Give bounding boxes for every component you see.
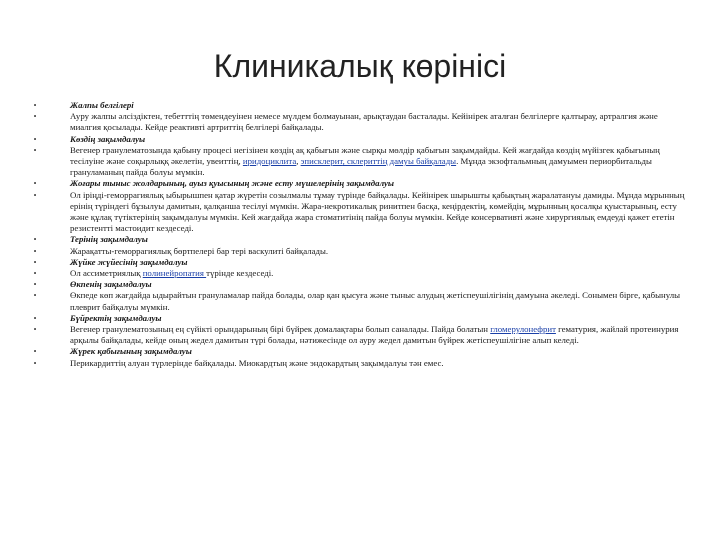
body-text: Перикардиттің алуан түрлерінде байқалады. Миокардтың және эндокардтың зақымдалуы тән емес. [70,357,444,368]
body-text: Ауру жалпы әлсіздіктен, тебетттің төмендеуінен немесе мүлдем болмауынан, арықтаудан басталады. Кейінірек аталған белгілерге қалтырау, артралгия және миалгия қосылады. Кейде реактивті артриттің белгілері байқалады. [70,111,658,133]
body-text: Өкпеде көп жағдайда ыдырайтын грануламалар пайда болады, олар қан қысуға және тыныс алудың жетіспеушілігінің дамуына әкеледі. Сонымен бірге, қабынулы плеврит байқалуы мүмкін. [70,290,681,312]
heading-text: Жүйке жүйесінің зақымдалуы [70,256,188,267]
bullet-icon: • [33,347,37,357]
section-text [28,246,690,257]
section-text [28,324,690,346]
body-text: Ол іріңді-геморрагиялық ыбырышпен қатар жүретін созылмалы тұмау түрінде байқалады. Кейінірек шырышты қабықтың жаралатануы дамиды. Мұнда мұрынның ерінің түріндегі бұзылуы дамитын, қалқанша тесілуі мүмкін. Жара-некротикалық ринитпен басқа, кеңірдектің, көмейдің, мұрынның қосалқы қуыстарының, есту және құлақ түтіктерінің зақымдалуы мүмкін. Кей жағдайда жара стоматитінің пайда болуы мүмкін. Кейде консервативті және хирургиялық емдеуді қажет ететін резистентті мастоидит кездеседі. [70,189,685,234]
section-text [28,190,690,235]
section-heading [28,100,690,111]
body-text: гематурия, жайлай протеинурия арқылы байқалады, кейде оның жедел дамитын түрі болады, нәтижесінде ол ауру жедел дамитын бүйрек жетіспеушілігіне алып келеді. [70,324,679,346]
section-text [28,358,690,369]
body-text: Ол ассиметриялық [70,268,143,279]
body-text: Жарақатты-геморрагиялық бөртпелері бар тері васкулиті байқалады. [70,245,329,256]
bullet-icon: • [33,179,37,189]
bullet-icon: • [33,291,37,301]
section-heading [28,178,690,189]
term-link[interactable]: эписклерит [300,156,343,167]
bullet-icon: • [33,190,37,200]
section-text [28,111,690,133]
heading-text: Өкпенің зақымдалуы [70,279,152,290]
section-heading [28,134,690,145]
section-text [28,268,690,279]
heading-text: Көздің зақымдалуы [70,133,146,144]
section-heading [28,279,690,290]
bullet-icon: • [33,235,37,245]
heading-text: Бүйректің зақымдалуы [70,312,162,323]
heading-text: Терінің зақымдалуы [70,234,148,245]
bullet-icon: • [33,358,37,368]
body-text: , [296,156,301,167]
section-text [28,145,690,179]
section-heading [28,346,690,357]
section-text [28,290,690,312]
bullet-icon: • [33,145,37,155]
heading-text: Жоғары тыныс жолдарының, ауыз қуысының және есту мүшелерінің зақымдалуы [70,178,394,189]
section-heading [28,313,690,324]
body-text: Вегенер гранулематозының ең сүйікті орындарының бірі бүйрек домалақтары болып саналады. Пайда болатын [70,324,491,335]
section-heading [28,234,690,245]
bullet-icon: • [33,280,37,290]
heading-text: Жүрек қабығының зақымдалуы [70,346,192,357]
term-link[interactable]: полинейропатия [142,268,207,279]
bullet-icon: • [33,257,37,267]
bullet-icon: • [33,325,37,335]
bullet-icon: • [33,313,37,323]
bullet-icon: • [33,112,37,122]
section-heading [28,257,690,268]
bullet-icon: • [33,101,37,110]
body-text: . Мұнда экзофтальмның дамуымен периорбитальды грануламаның пайда болуы мүмкін. [70,156,652,178]
term-link[interactable]: , склериттің дамуы байқалады [342,156,457,167]
slide-title: Клиникалық көрінісі [213,48,507,84]
bullet-icon: • [33,269,37,279]
term-link[interactable]: гломерулонефрит [490,324,556,335]
bullet-icon: • [33,134,37,144]
content-list [28,100,690,369]
bullet-icon: • [33,246,37,256]
body-text: түрінде кездеседі. [206,268,274,279]
term-link[interactable]: иридоциклита [242,156,297,167]
heading-text: Жалпы белгілері [70,100,134,110]
body-text: Вегенер гранулематозында қабыну процесі негізінен көздің ақ қабығын және сырқы мөлдір қабығын зақымдайды. Кей жағдайда көздің мүйізгек қабығының тесілуіне және соқырлыққ әкелетін, увеиттің, [70,144,660,167]
